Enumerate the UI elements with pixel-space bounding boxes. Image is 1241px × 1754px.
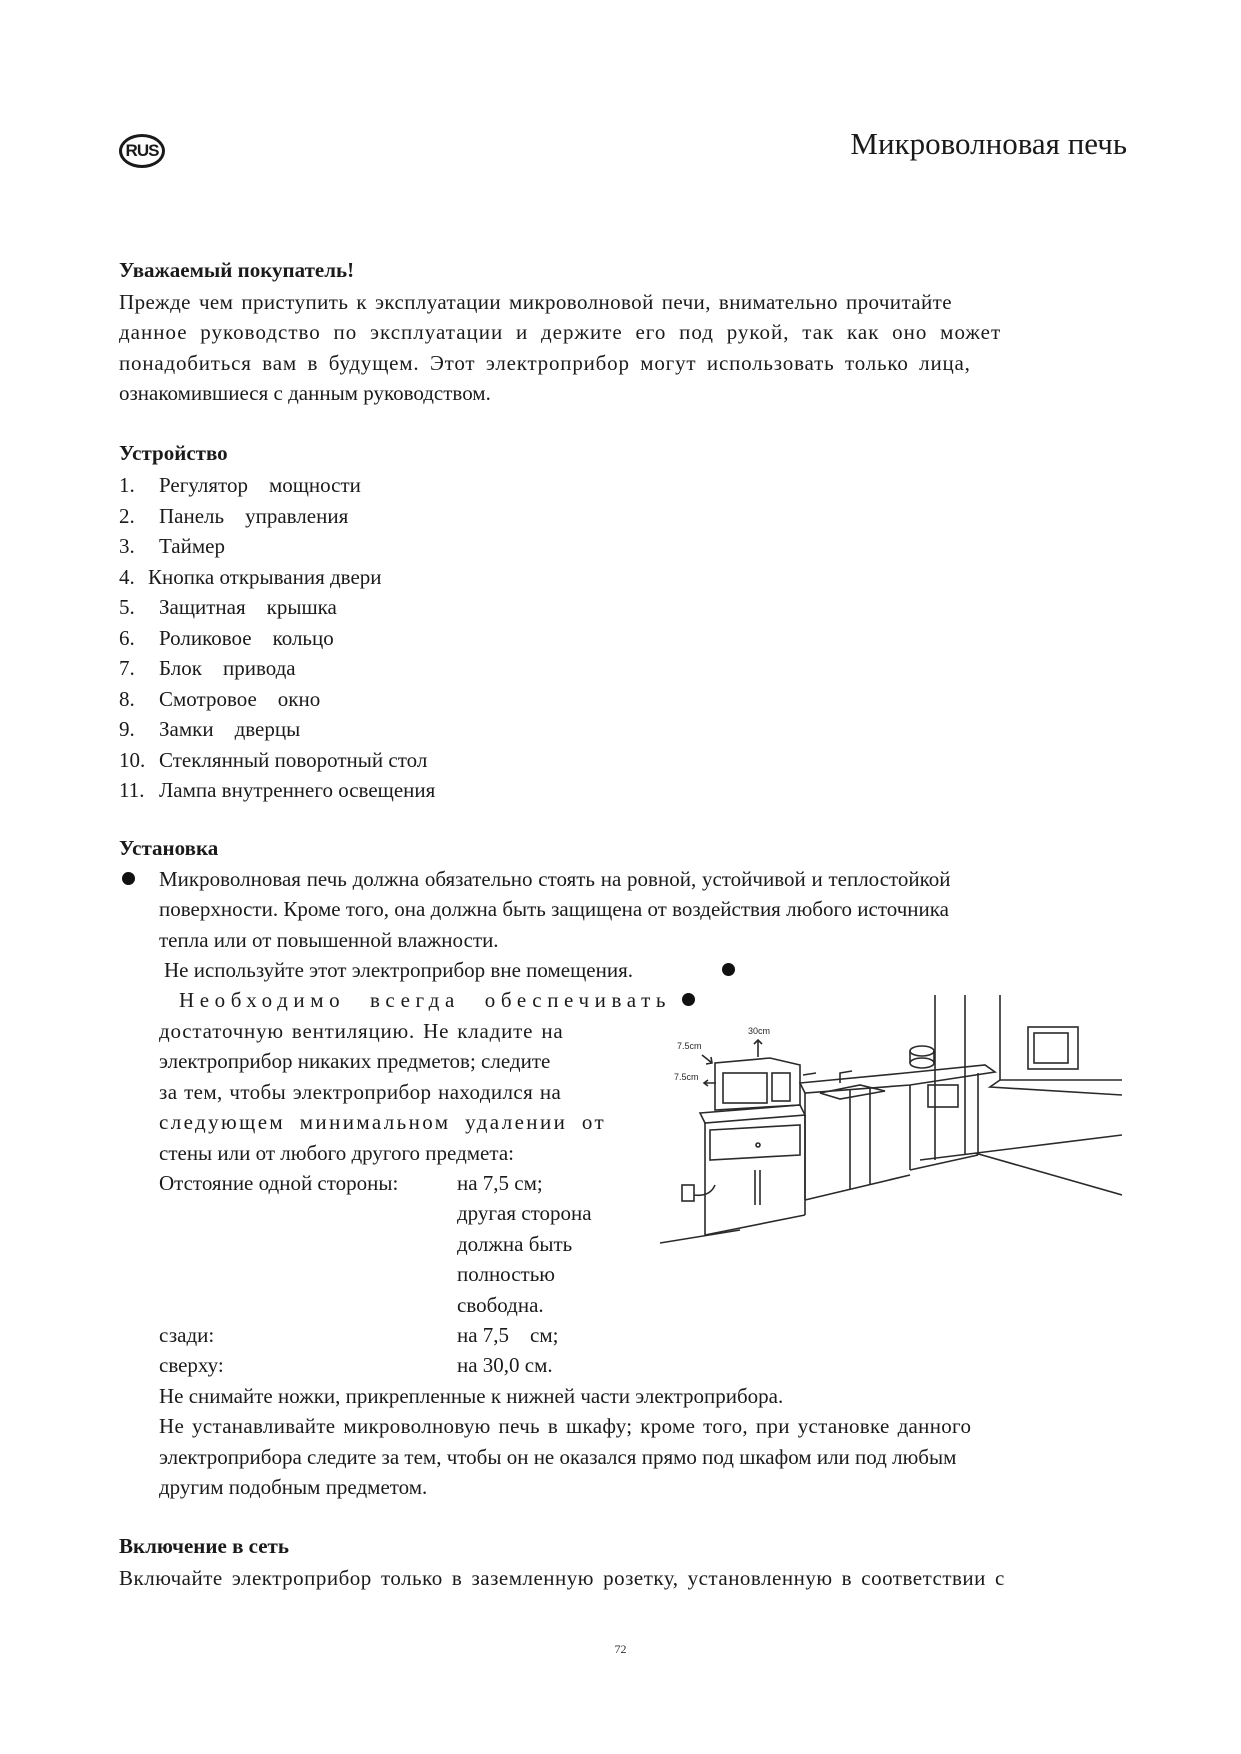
page-title: Микроволновая печь [850, 126, 1127, 161]
language-badge: RUS [119, 134, 165, 168]
top-distance-value: на 30,0 см. [457, 1353, 553, 1377]
installation-heading: Установка [119, 836, 219, 860]
vent-line: Необходимо всегда обеспечивать [179, 988, 672, 1012]
list-item: 5. Защитная крышка [119, 595, 337, 619]
device-heading: Устройство [119, 441, 228, 465]
other-side-line: полностью [457, 1262, 555, 1286]
legs-line: Не снимайте ножки, прикрепленные к нижней части электроприбора. [159, 1384, 784, 1408]
list-item: 6. Роликовое кольцо [119, 625, 334, 650]
list-item: 3. Таймер [119, 534, 225, 558]
intro-line: понадобиться вам в будущем. Этот электроприбор могут использовать только лица, [119, 351, 971, 375]
list-item: 10. Стеклянный поворотный стол [119, 747, 428, 772]
side-distance-value: на 7,5 см; [457, 1171, 543, 1195]
cabinet-line: другим подобным предметом. [159, 1475, 428, 1499]
page-number: 72 [614, 1642, 627, 1656]
list-item: 4. Кнопка открывания двери [119, 564, 382, 589]
top-clearance-label: 30cm [748, 1026, 771, 1036]
side-clearance-label-lower: 7.5cm [674, 1072, 699, 1082]
bullet-icon [722, 963, 735, 976]
kitchen-installation-illustration [660, 985, 1122, 1265]
install-line: тепла или от повышенной влажности. [159, 928, 499, 952]
power-heading: Включение в сеть [119, 1534, 289, 1558]
intro-heading: Уважаемый покупатель! [119, 258, 355, 282]
vent-line: следующем минимальном удалении от [159, 1110, 607, 1134]
other-side-line: другая сторона [457, 1201, 592, 1225]
list-item: 7. Блок привода [119, 656, 296, 680]
other-side-line: должна быть [457, 1232, 573, 1256]
other-side-line: свободна. [457, 1293, 544, 1317]
device-list [119, 470, 435, 806]
outdoor-line: Не используйте этот электроприбор вне помещения. [164, 958, 633, 982]
list-item: 1. Регулятор мощности [119, 473, 361, 497]
back-distance-label: сзади: [159, 1323, 215, 1347]
vent-line: стены или от любого другого предмета: [159, 1141, 514, 1165]
top-distance-label: сверху: [159, 1353, 224, 1377]
side-distance-label: Отстояние одной стороны: [159, 1171, 399, 1195]
cabinet-line: электроприбора следите за тем, чтобы он не оказался прямо под шкафом или под любым [159, 1445, 957, 1469]
intro-line: данное руководство по эксплуатации и держите его под рукой, так как оно может [119, 320, 1002, 344]
install-line: Микроволновая печь должна обязательно стоять на ровной, устойчивой и теплостойкой [159, 867, 951, 891]
side-clearance-label-upper: 7.5cm [677, 1041, 702, 1051]
list-item: 11. Лампа внутреннего освещения [119, 778, 436, 802]
vent-line: электроприбор никаких предметов; следите [159, 1049, 551, 1073]
intro-line: ознакомившиеся с данным руководством. [119, 381, 491, 405]
list-item: 8. Смотровое окно [119, 686, 321, 711]
list-item: 2. Панель управления [119, 503, 349, 528]
cabinet-line: Не устанавливайте микроволновую печь в шкафу; кроме того, при установке данного [159, 1414, 972, 1438]
intro-line: Прежде чем приступить к эксплуатации микроволновой печи, внимательно прочитайте [119, 290, 952, 314]
vent-line: достаточную вентиляцию. Не кладите на [159, 1019, 564, 1043]
bullet-icon [122, 872, 135, 885]
power-line: Включайте электроприбор только в заземленную розетку, установленную в соответствии с [119, 1566, 1005, 1590]
vent-line: за тем, чтобы электроприбор находился на [159, 1080, 562, 1104]
list-item: 9. Замки дверцы [119, 717, 301, 741]
back-distance-value: на 7,5 см; [457, 1323, 559, 1347]
install-line: поверхности. Кроме того, она должна быть защищена от воздействия любого источника [159, 897, 949, 921]
